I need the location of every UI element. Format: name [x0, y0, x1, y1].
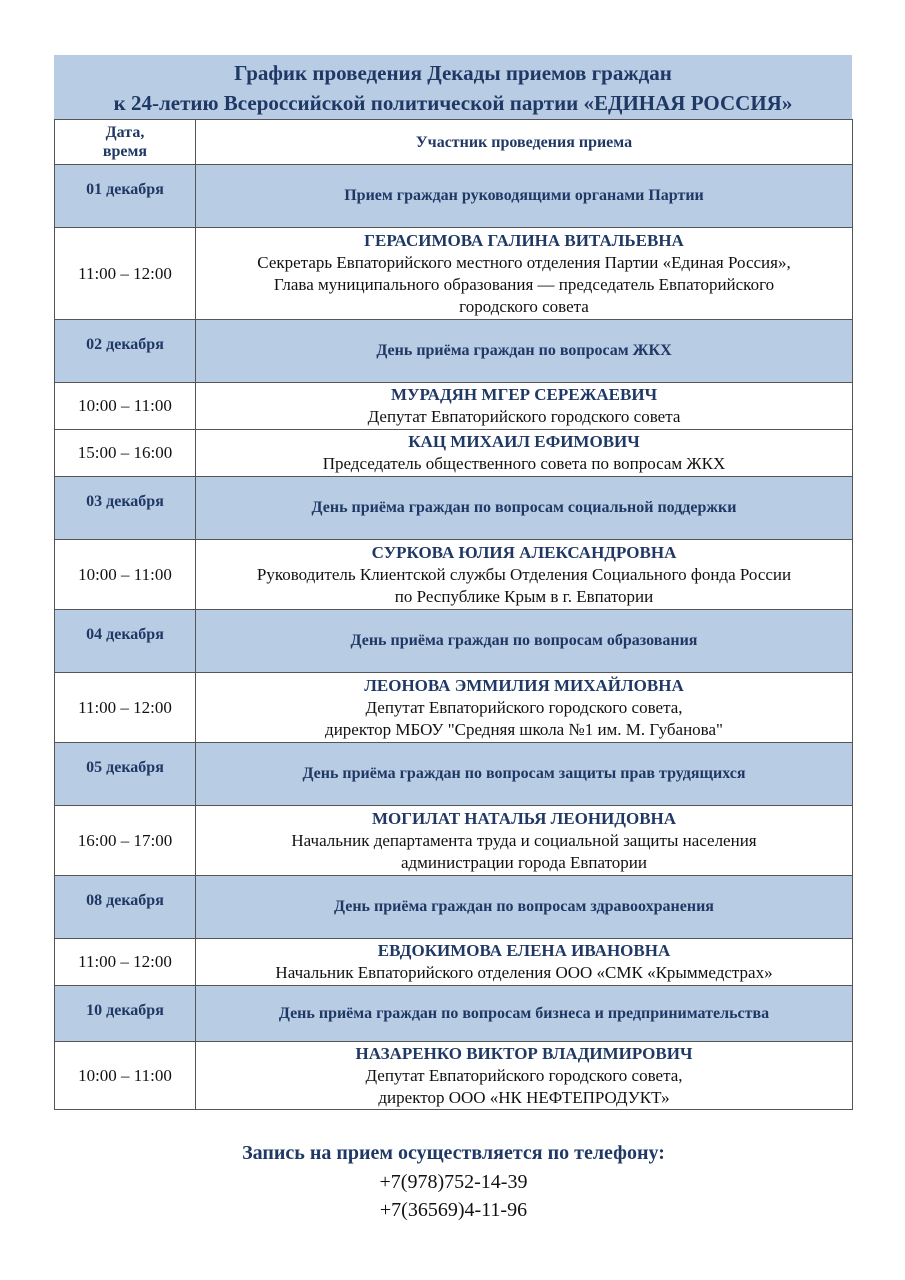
slot-participant [196, 430, 853, 477]
header-participant: Участник проведения приема [196, 120, 853, 165]
slot-row [55, 228, 853, 320]
slot-row [55, 540, 853, 610]
participant-name: НАЗАРЕНКО ВИКТОР ВЛАДИМИРОВИЧ [355, 1043, 693, 1063]
participant-position: по Республике Крым в г. Евпатории [394, 586, 654, 606]
document-title [54, 55, 852, 119]
participant-position: Начальник Евпаторийского отделения ООО «СМК «Крыммедстрах» [275, 963, 773, 982]
day-date: 01 декабря [55, 165, 196, 228]
slot-participant [196, 383, 853, 430]
day-date: 08 декабря [55, 876, 196, 939]
slot-participant [196, 1042, 853, 1110]
day-date: 03 декабря [55, 477, 196, 540]
slot-time: 11:00 – 12:00 [55, 673, 196, 743]
slot-time: 11:00 – 12:00 [55, 228, 196, 320]
slot-participant [196, 939, 853, 986]
registration-caption: Запись на прием осуществляется по телефону: [242, 1142, 665, 1164]
day-topic: День приёма граждан по вопросам бизнеса и предпринимательства [196, 986, 853, 1042]
slot-row [55, 1042, 853, 1110]
day-topic: День приёма граждан по вопросам ЖКХ [196, 320, 853, 383]
day-row [55, 876, 853, 939]
participant-position: Глава муниципального образования — председатель Евпаторийского [273, 274, 775, 294]
title-line-2: к 24-летию Всероссийской политической партии «ЕДИНАЯ РОССИЯ» [113, 91, 793, 115]
header-date-time: Дата, время [55, 120, 196, 165]
participant-position: Председатель общественного совета по вопросам ЖКХ [322, 454, 726, 473]
slot-time: 10:00 – 11:00 [55, 383, 196, 430]
slot-time: 16:00 – 17:00 [55, 806, 196, 876]
slot-time: 10:00 – 11:00 [55, 540, 196, 610]
slot-row [55, 383, 853, 430]
participant-name: СУРКОВА ЮЛИЯ АЛЕКСАНДРОВНА [371, 542, 677, 562]
slot-row [55, 430, 853, 477]
participant-position: Руководитель Клиентской службы Отделения Социального фонда России [256, 564, 792, 584]
day-topic: День приёма граждан по вопросам здравоохранения [196, 876, 853, 939]
participant-position: городского совета [459, 296, 589, 316]
participant-position: администрации города Евпатории [400, 852, 648, 872]
day-date: 02 декабря [55, 320, 196, 383]
table-header-row [55, 120, 853, 165]
participant-name: ЕВДОКИМОВА ЕЛЕНА ИВАНОВНА [377, 941, 671, 960]
day-row [55, 320, 853, 383]
day-row [55, 610, 853, 673]
participant-position: директор МБОУ "Средняя школа №1 им. М. Губанова" [325, 719, 723, 739]
day-row [55, 165, 853, 228]
day-topic: День приёма граждан по вопросам социальной поддержки [196, 477, 853, 540]
slot-participant [196, 673, 853, 743]
slot-participant [196, 228, 853, 320]
day-row [55, 986, 853, 1042]
participant-position: Секретарь Евпаторийского местного отделения Партии «Единая Россия», [257, 252, 791, 272]
participant-position: Депутат Евпаторийского городского совета [367, 407, 681, 426]
schedule-table [54, 119, 853, 1110]
phone-number-2[interactable]: +7(36569)4-11-96 [379, 1199, 528, 1221]
phone-number-1[interactable]: +7(978)752-14-39 [379, 1171, 528, 1193]
participant-name: ГЕРАСИМОВА ГАЛИНА ВИТАЛЬЕВНА [364, 230, 684, 250]
slot-time: 15:00 – 16:00 [55, 430, 196, 477]
participant-position: Начальник департамента труда и социальной защиты населения [291, 830, 757, 850]
day-date: 05 декабря [55, 743, 196, 806]
slot-row [55, 806, 853, 876]
slot-time: 10:00 – 11:00 [55, 1042, 196, 1110]
participant-name: КАЦ МИХАИЛ ЕФИМОВИЧ [408, 432, 640, 451]
day-row [55, 743, 853, 806]
participant-name: МУРАДЯН МГЕР СЕРЕЖАЕВИЧ [390, 385, 658, 404]
day-date: 10 декабря [55, 986, 196, 1042]
participant-position: Депутат Евпаторийского городского совета, [365, 697, 683, 717]
day-topic: День приёма граждан по вопросам образования [196, 610, 853, 673]
participant-position: Депутат Евпаторийского городского совета, [365, 1065, 683, 1085]
title-line-1: График проведения Декады приемов граждан [234, 61, 672, 85]
slot-participant [196, 806, 853, 876]
slot-row [55, 673, 853, 743]
slot-participant [196, 540, 853, 610]
participant-position: директор ООО «НК НЕФТЕПРОДУКТ» [378, 1087, 670, 1107]
slot-row [55, 939, 853, 986]
participant-name: МОГИЛАТ НАТАЛЬЯ ЛЕОНИДОВНА [371, 808, 677, 828]
registration-info [54, 1138, 853, 1224]
day-topic: Прием граждан руководящими органами Партии [196, 165, 853, 228]
slot-time: 11:00 – 12:00 [55, 939, 196, 986]
day-date: 04 декабря [55, 610, 196, 673]
day-row [55, 477, 853, 540]
day-topic: День приёма граждан по вопросам защиты прав трудящихся [196, 743, 853, 806]
participant-name: ЛЕОНОВА ЭММИЛИЯ МИХАЙЛОВНА [364, 675, 684, 695]
